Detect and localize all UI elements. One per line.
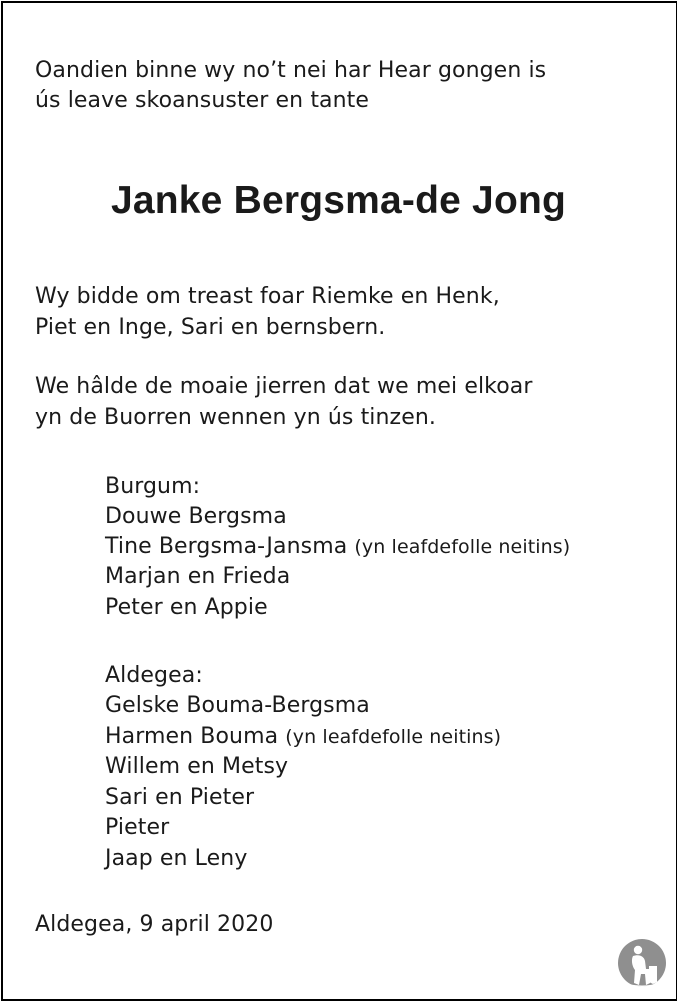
group2-name: Pieter [105,815,170,840]
group1-note: (yn leafdefolle neitins) [354,536,571,558]
memories-line-2: yn de Buorren wennen yn ús tinzen. [35,405,436,430]
group2-name: Jaap en Leny [105,846,248,871]
group2-name: Willem en Metsy [105,754,289,779]
deceased-name: Janke Bergsma-de Jong [110,179,567,222]
intro-line-1: Oandien binne wy no’t nei har Hear gongen is [35,58,547,83]
comfort-line-1: Wy bidde om treast foar Riemke en Henk, [35,284,500,309]
group1-name: Douwe Bergsma [105,504,287,529]
memorial-figure-icon [617,938,667,988]
memories-line-1: We hâlde de moaie jierren dat we mei elkoar [35,374,533,399]
group2-name: Sari en Pieter [105,785,255,810]
group2-name: Harmen Bouma [105,724,279,749]
group1-name: Peter en Appie [105,595,268,620]
place-date: Aldegea, 9 april 2020 [35,912,274,937]
group1-name: Tine Bergsma-Jansma [105,534,348,559]
group2-name: Gelske Bouma-Bergsma [105,693,370,718]
group1-place: Burgum: [105,474,201,499]
intro-line-2: ús leave skoansuster en tante [35,88,370,113]
group1-name: Marjan en Frieda [105,564,291,589]
group2-place: Aldegea: [105,663,203,688]
announcement-border [1,1,677,1001]
group1-name-with-note [105,532,570,562]
comfort-line-2: Piet en Inge, Sari en bernsbern. [35,315,386,340]
group2-name-with-note [105,722,501,752]
group2-note: (yn leafdefolle neitins) [285,726,502,748]
